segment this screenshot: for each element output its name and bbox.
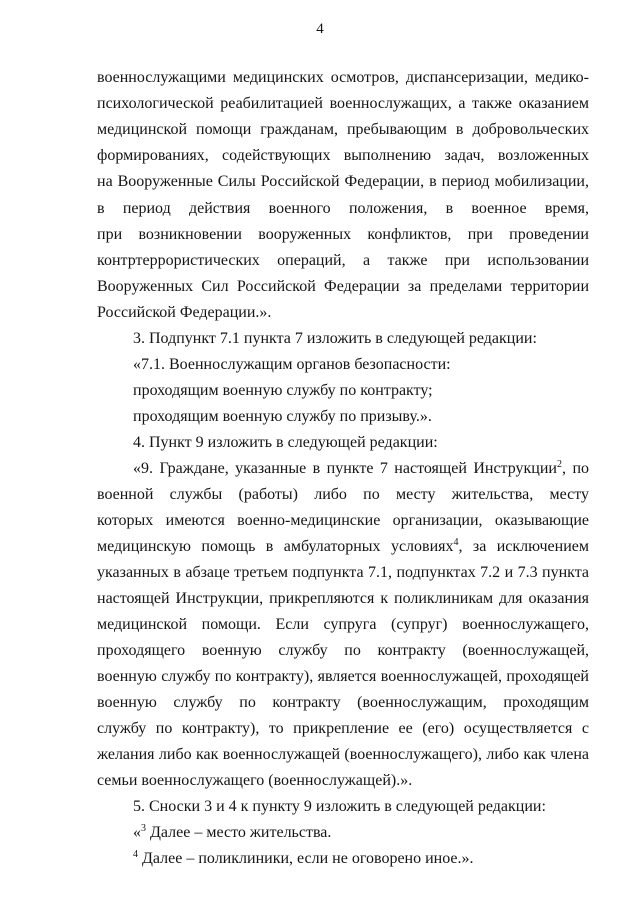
text-line: Российской Федерации.». xyxy=(97,304,272,321)
page-number: 4 xyxy=(316,21,324,37)
text-line: проходящего военную службу по контракту (военнослужащей, xyxy=(97,642,589,659)
footnote-ref: 4 xyxy=(453,537,459,548)
text-line: медицинской помощи гражданам, пребывающим в добровольческих xyxy=(97,121,589,138)
text-line: военную службу по контракту (военнослужащим, проходящим xyxy=(97,694,589,711)
footnote-line xyxy=(133,823,589,843)
text-line: психологической реабилитацией военнослужащих, а также оказанием xyxy=(97,95,589,112)
text-fragment: военной службы (работы) либо по месту жительства, месту xyxy=(97,486,589,503)
text-line: Вооруженных Сил Российской Федерации за пределами территории xyxy=(97,278,589,295)
text-line xyxy=(133,459,589,479)
text-line: проходящим военную службу по контракту; xyxy=(133,382,433,399)
footnote-marker: 3 xyxy=(141,823,146,834)
text-line: которых имеются военно-медицинские организации, оказывающие xyxy=(97,512,589,529)
section-heading-4: 4. Пункт 9 изложить в следующей редакции: xyxy=(133,434,438,451)
section-heading-5: 5. Сноски 3 и 4 к пункту 9 изложить в следующей редакции: xyxy=(133,798,546,815)
footnote-marker: 4 xyxy=(133,849,138,860)
text-fragment: медицинскую помощь в амбулаторных условиях xyxy=(97,538,454,555)
text-fragment: Далее – поликлиники, если не оговорено иное.». xyxy=(138,850,474,867)
text-line: при возникновении вооруженных конфликтов, при проведении xyxy=(97,226,589,243)
text-line xyxy=(97,485,589,505)
text-fragment: , по xyxy=(562,460,589,477)
text-line: в период действия военного положения, в военное время, xyxy=(97,200,589,217)
text-line xyxy=(97,537,589,557)
text-line: семьи военнослужащего (военнослужащей).». xyxy=(97,772,413,789)
text-line: военнослужащими медицинских осмотров, диспансеризации, медико- xyxy=(97,69,589,86)
footnote-ref: 2 xyxy=(557,459,562,470)
text-line: проходящим военную службу по призыву.». xyxy=(133,408,432,425)
text-line: формированиях, содействующих выполнению задач, возложенных xyxy=(97,147,589,164)
text-line: военную службу по контракту), является военнослужащей, проходящей xyxy=(97,668,589,685)
text-line: службу по контракту), то прикрепление ее (его) осуществляется с xyxy=(97,720,589,737)
text-fragment: « xyxy=(133,824,141,841)
text-line: на Вооруженные Силы Российской Федерации, в период мобилизации, xyxy=(97,173,589,190)
text-fragment: Далее – место жительства. xyxy=(146,824,332,841)
text-line: желания либо как военнослужащей (военнослужащего), либо как члена xyxy=(97,746,589,763)
text-line: указанных в абзаце третьем подпункта 7.1, подпунктах 7.2 и 7.3 пункта xyxy=(97,564,589,581)
text-fragment: , за исключением xyxy=(458,538,589,555)
text-line: «7.1. Военнослужащим органов безопасности: xyxy=(133,356,451,373)
text-line: настоящей Инструкции, прикрепляются к поликлиникам для оказания xyxy=(97,590,589,607)
footnote-line xyxy=(133,849,589,869)
section-heading-3: 3. Подпункт 7.1 пункта 7 изложить в следующей редакции: xyxy=(133,330,537,347)
text-line: медицинской помощи. Если супруга (супруг) военнослужащего, xyxy=(97,616,589,633)
text-line: контртеррористических операций, а также при использовании xyxy=(97,252,589,269)
text-fragment: «9. Граждане, указанные в пункте 7 настоящей Инструкции xyxy=(133,460,557,477)
